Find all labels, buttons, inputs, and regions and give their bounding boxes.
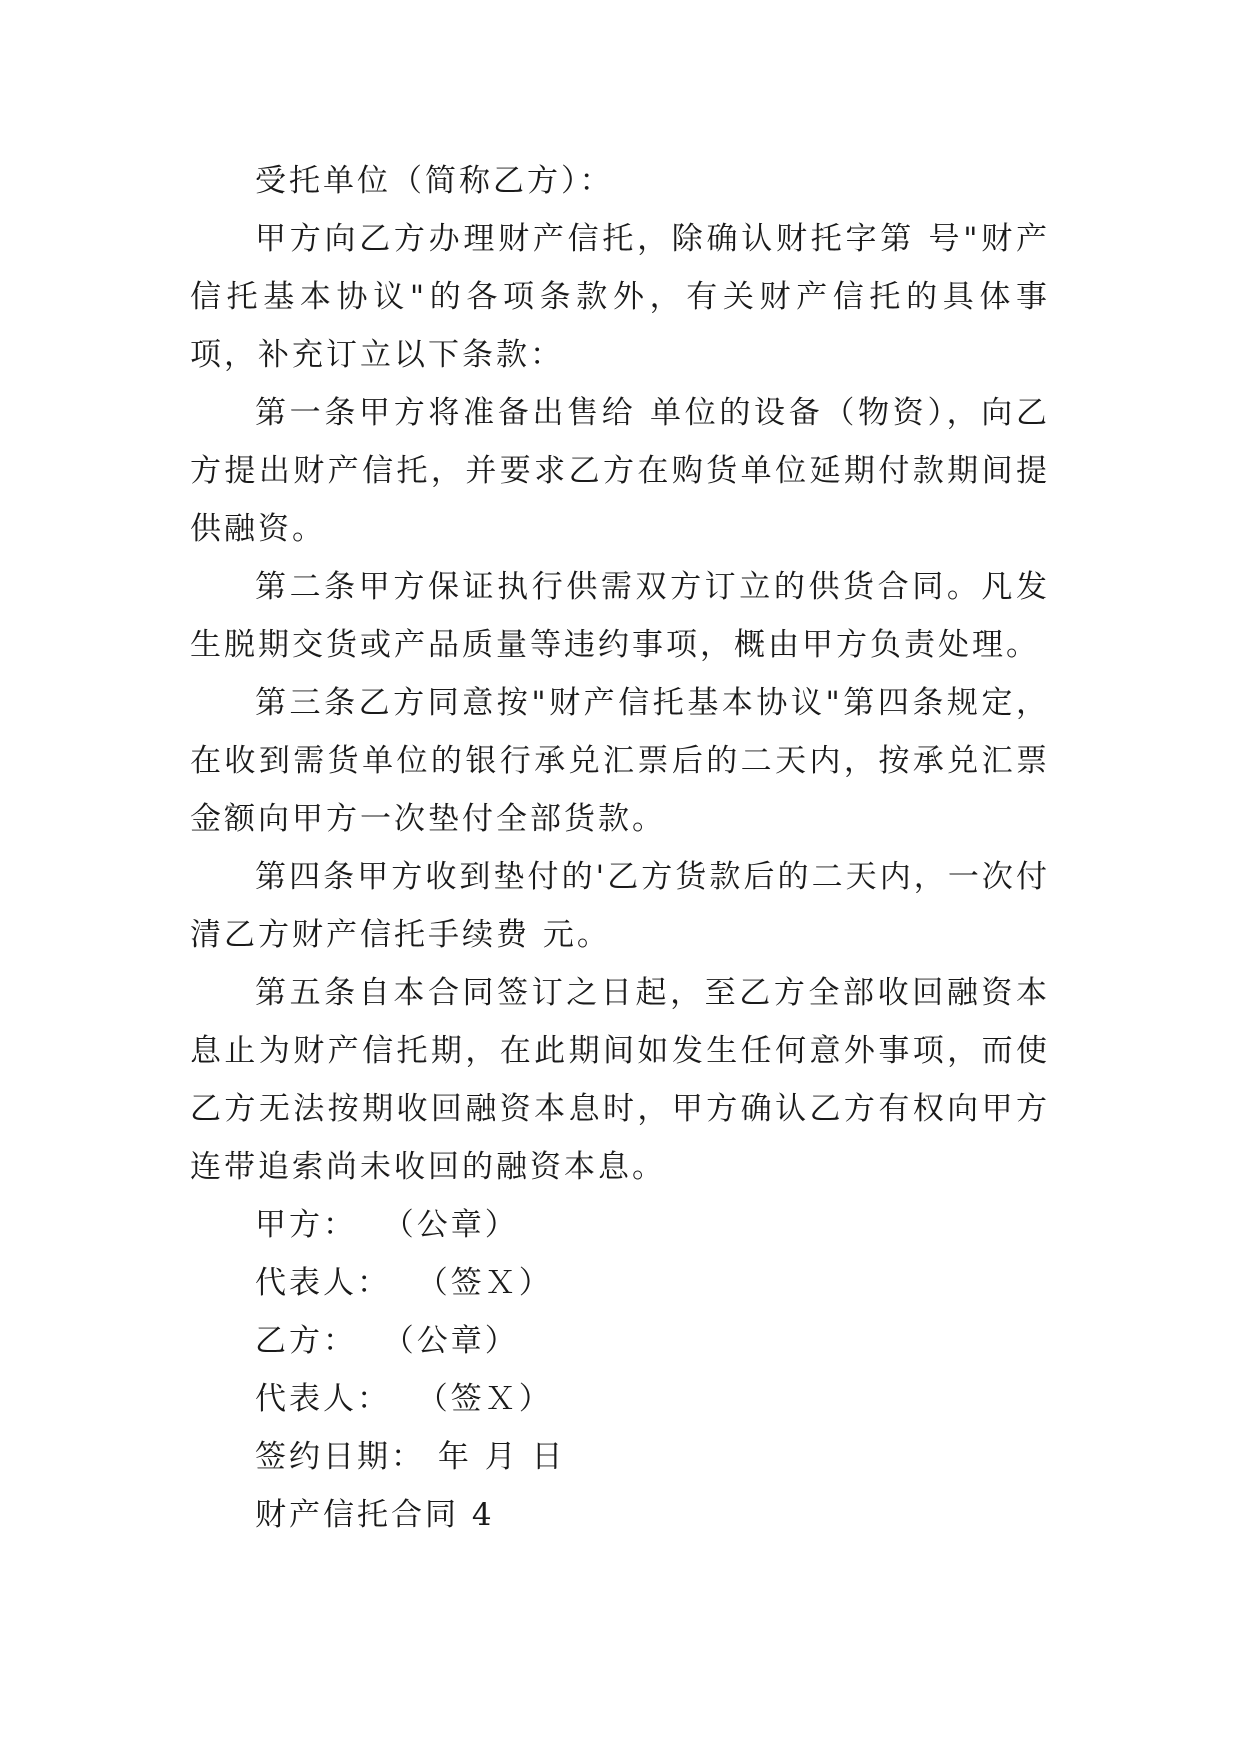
signature-representative-b: 代表人： （签Ｘ） xyxy=(255,1381,553,1417)
signature-party-b: 乙方： （公章） xyxy=(255,1323,519,1359)
contract-body xyxy=(190,152,1050,1544)
paragraph-article-3: 第三条乙方同意按"财产信托基本协议"第四条规定，在收到需货单位的银行承兑汇票后的二天内，按承兑汇票金额向甲方一次垫付全部货款。 xyxy=(190,685,1050,837)
signature-party-a: 甲方： （公章） xyxy=(255,1207,519,1243)
paragraph-trustee-unit: 受托单位（简称乙方）： xyxy=(255,163,614,199)
paragraph-intro: 甲方向乙方办理财产信托，除确认财托字第 号"财产信托基本协议"的各项条款外，有关财产信托的具体事项，补充订立以下条款： xyxy=(190,221,1050,373)
signature-representative-a: 代表人： （签Ｘ） xyxy=(255,1265,553,1301)
signing-date: 签约日期： 年 月 日 xyxy=(255,1439,566,1475)
paragraph-article-5: 第五条自本合同签订之日起，至乙方全部收回融资本息止为财产信托期，在此期间如发生任何意外事项，而使乙方无法按期收回融资本息时，甲方确认乙方有权向甲方连带追索尚未收回的融资本息。 xyxy=(190,975,1050,1185)
paragraph-article-1: 第一条甲方将准备出售给 单位的设备（物资），向乙方提出财产信托，并要求乙方在购货单位延期付款期间提供融资。 xyxy=(190,395,1050,547)
next-section-title: 财产信托合同 4 xyxy=(255,1497,495,1533)
paragraph-article-4: 第四条甲方收到垫付的'乙方货款后的二天内，一次付清乙方财产信托手续费 元。 xyxy=(190,859,1050,953)
paragraph-article-2: 第二条甲方保证执行供需双方订立的供货合同。凡发生脱期交货或产品质量等违约事项，概由甲方负责处理。 xyxy=(190,569,1050,663)
